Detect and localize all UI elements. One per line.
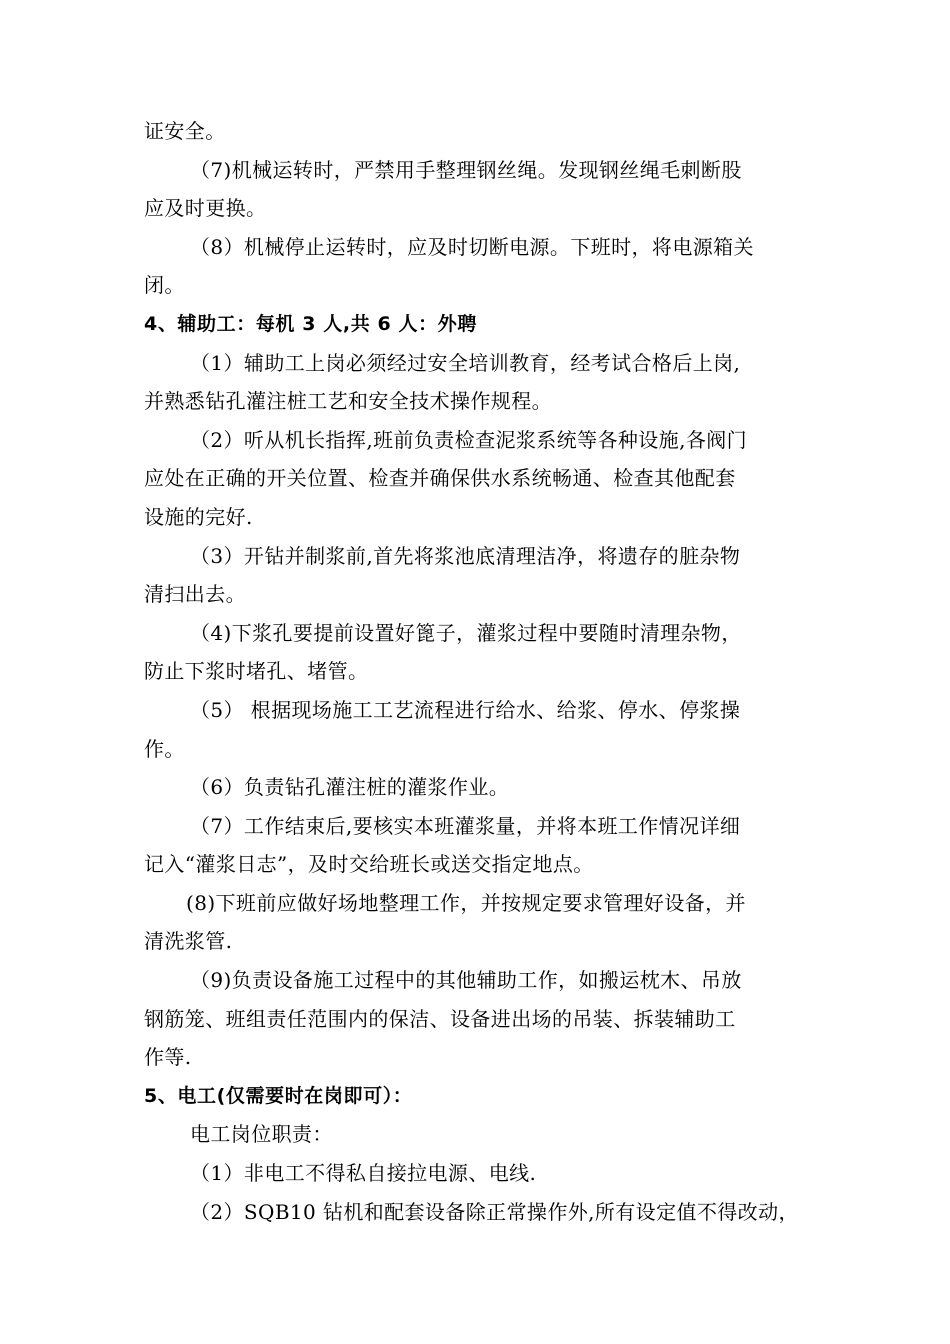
paragraph-line: （2）听从机长指挥,班前负责检查泥浆系统等各种设施,各阀门 xyxy=(190,427,748,452)
paragraph-line: 设施的完好. xyxy=(144,504,253,529)
paragraph-line: （5） 根据现场施工工艺流程进行给水、给浆、停水、停浆操 xyxy=(190,697,741,722)
paragraph-line: （9)负责设备施工过程中的其他辅助工作，如搬运枕木、吊放 xyxy=(190,968,742,993)
paragraph-line: 应及时更换。 xyxy=(144,196,267,221)
paragraph-line: 记入“灌浆日志”，及时交给班长或送交指定地点。 xyxy=(144,852,594,877)
paragraph-line: 闭。 xyxy=(144,273,185,298)
section-heading: 5、电工(仅需要时在岗即可）： xyxy=(144,1084,413,1107)
paragraph-line: 清洗浆管. xyxy=(144,929,233,954)
paragraph-line: 防止下浆时堵孔、堵管。 xyxy=(144,659,369,684)
paragraph-line: （2）SQB10 钻机和配套设备除正常操作外,所有设定值不得改动， xyxy=(190,1199,799,1224)
paragraph-line: （7）工作结束后,要核实本班灌浆量，并将本班工作情况详细 xyxy=(190,813,741,838)
paragraph-line: 证安全。 xyxy=(144,119,226,143)
paragraph-line: 钢筋笼、班组责任范围内的保洁、设备进出场的吊装、拆装辅助工 xyxy=(144,1006,736,1031)
document-body xyxy=(144,112,809,1231)
paragraph-line: （6）负责钻孔灌注桩的灌浆作业。 xyxy=(190,775,510,800)
paragraph-line: 清扫出去。 xyxy=(144,582,246,607)
paragraph-line: 并熟悉钻孔灌注桩工艺和安全技术操作规程。 xyxy=(144,389,552,414)
section-heading: 4、辅助工：每机 3 人,共 6 人：外聘 xyxy=(144,312,477,335)
paragraph-line: （1）辅助工上岗必须经过安全培训教育，经考试合格后上岗, xyxy=(190,350,741,375)
paragraph-line: 应处在正确的开关位置、检查并确保供水系统畅通、检查其他配套 xyxy=(144,466,736,491)
paragraph-line: 作等. xyxy=(144,1045,192,1070)
paragraph-line: (8)下班前应做好场地整理工作，并按规定要求管理好设备，并 xyxy=(186,890,746,915)
paragraph-line: （3）开钻并制浆前,首先将浆池底清理洁净，将遗存的脏杂物 xyxy=(190,543,741,568)
paragraph-line: （4)下浆孔要提前设置好篦子，灌浆过程中要随时清理杂物， xyxy=(190,620,742,645)
paragraph-line: 作。 xyxy=(144,736,185,761)
paragraph-line: （7)机械运转时，严禁用手整理钢丝绳。发现钢丝绳毛刺断股 xyxy=(190,157,742,182)
paragraph-line: （8）机械停止运转时，应及时切断电源。下班时，将电源箱关 xyxy=(190,234,754,259)
paragraph-line: 电工岗位职责： xyxy=(190,1122,333,1147)
paragraph-line: （1）非电工不得私自接拉电源、电线. xyxy=(190,1161,537,1186)
